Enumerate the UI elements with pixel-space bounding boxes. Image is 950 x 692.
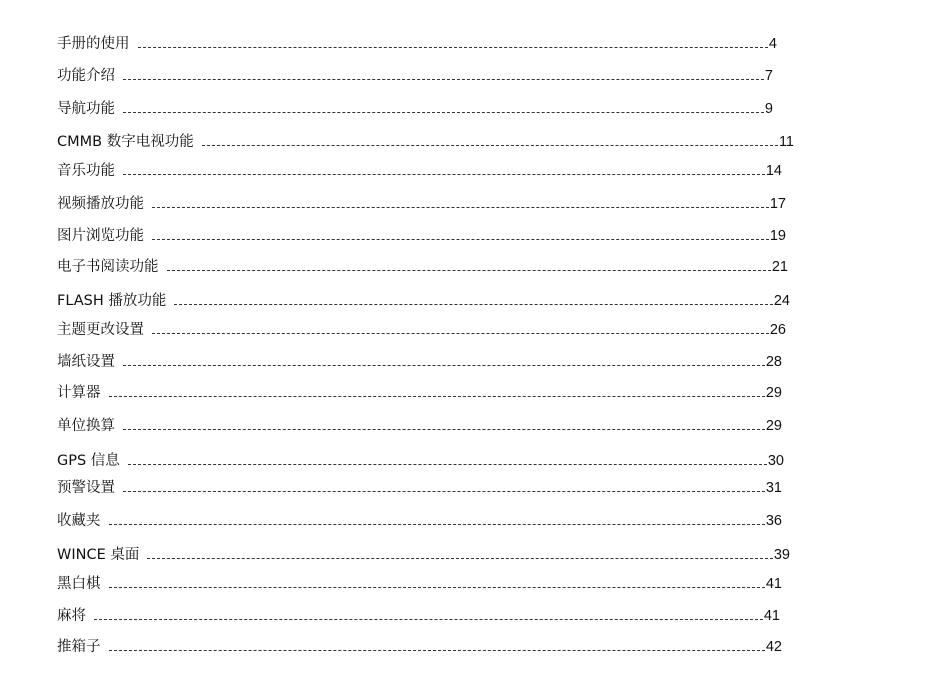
toc-entry-title: 主题更改设置 (57, 322, 144, 338)
toc-entry-mahjong[interactable] (57, 606, 780, 626)
toc-entry-ebook[interactable] (57, 257, 788, 277)
toc-entry-title: FLASH 播放功能 (57, 293, 167, 309)
dotted-leader (109, 524, 765, 525)
toc-entry-title: 黑白棋 (57, 576, 101, 592)
toc-entry-page: 41 (763, 608, 780, 624)
dotted-leader (123, 429, 765, 430)
toc-entry-page: 36 (765, 513, 782, 529)
dotted-leader (147, 558, 773, 559)
toc-entry-page: 19 (769, 228, 786, 244)
toc-entry-page: 24 (773, 293, 790, 309)
toc-entry-picture[interactable] (57, 226, 786, 246)
toc-entry-title: 墙纸设置 (57, 354, 115, 370)
dotted-leader (94, 619, 763, 620)
toc-entry-alert-settings[interactable] (57, 478, 782, 498)
toc-entry-title: 收藏夹 (57, 513, 101, 529)
dotted-leader (174, 304, 772, 305)
toc-entry-flash[interactable] (57, 291, 790, 311)
dotted-leader (123, 79, 764, 80)
toc-entry-title: 电子书阅读功能 (57, 259, 159, 275)
toc-entry-manual-usage[interactable] (57, 34, 777, 54)
toc-entry-page: 29 (765, 385, 782, 401)
toc-entry-othello[interactable] (57, 574, 782, 594)
toc-entry-title: GPS 信息 (57, 453, 120, 469)
toc-entry-video[interactable] (57, 194, 786, 214)
toc-entry-title: WINCE 桌面 (57, 547, 140, 563)
toc-entry-page: 29 (765, 418, 782, 434)
table-of-contents (57, 0, 797, 692)
toc-entry-title: 预警设置 (57, 480, 115, 496)
dotted-leader (128, 464, 767, 465)
dotted-leader (109, 650, 765, 651)
toc-entry-music[interactable] (57, 161, 782, 181)
toc-entry-page: 11 (778, 134, 794, 150)
toc-entry-title: CMMB 数字电视功能 (57, 134, 194, 150)
toc-entry-unit-conversion[interactable] (57, 416, 782, 436)
toc-entry-page: 30 (767, 453, 784, 469)
dotted-leader (138, 47, 768, 48)
toc-entry-title: 功能介绍 (57, 68, 115, 84)
toc-entry-title: 音乐功能 (57, 163, 115, 179)
dotted-leader (123, 491, 765, 492)
toc-entry-sokoban[interactable] (57, 637, 782, 657)
toc-entry-theme[interactable] (57, 320, 786, 340)
toc-entry-cmmb-tv[interactable] (57, 132, 794, 152)
toc-entry-navigation[interactable] (57, 99, 773, 119)
dotted-leader (152, 207, 769, 208)
toc-entry-wince-desktop[interactable] (57, 545, 790, 565)
dotted-leader (123, 112, 764, 113)
toc-entry-page: 39 (773, 547, 790, 563)
toc-entry-page: 4 (768, 36, 777, 52)
toc-entry-title: 麻将 (57, 608, 86, 624)
dotted-leader (123, 174, 765, 175)
dotted-leader (109, 587, 765, 588)
dotted-leader (167, 270, 771, 271)
toc-entry-title: 计算器 (57, 385, 101, 401)
toc-entry-page: 21 (771, 259, 788, 275)
toc-entry-page: 31 (765, 480, 782, 496)
toc-entry-page: 26 (769, 322, 786, 338)
toc-entry-title: 图片浏览功能 (57, 228, 144, 244)
toc-entry-page: 9 (764, 101, 773, 117)
toc-entry-favorites[interactable] (57, 511, 782, 531)
toc-entry-title: 手册的使用 (57, 36, 130, 52)
toc-entry-title: 导航功能 (57, 101, 115, 117)
toc-entry-gps-info[interactable] (57, 451, 784, 471)
toc-entry-page: 17 (769, 196, 786, 212)
dotted-leader (123, 365, 765, 366)
toc-entry-wallpaper[interactable] (57, 352, 782, 372)
dotted-leader (202, 145, 778, 146)
toc-entry-page: 7 (764, 68, 773, 84)
toc-entry-title: 视频播放功能 (57, 196, 144, 212)
toc-entry-page: 42 (765, 639, 782, 655)
dotted-leader (152, 333, 769, 334)
dotted-leader (152, 239, 769, 240)
toc-entry-page: 28 (765, 354, 782, 370)
toc-entry-calculator[interactable] (57, 383, 782, 403)
toc-entry-title: 推箱子 (57, 639, 101, 655)
toc-entry-feature-intro[interactable] (57, 66, 773, 86)
toc-entry-title: 单位换算 (57, 418, 115, 434)
toc-entry-page: 14 (765, 163, 782, 179)
dotted-leader (109, 396, 765, 397)
toc-entry-page: 41 (765, 576, 782, 592)
